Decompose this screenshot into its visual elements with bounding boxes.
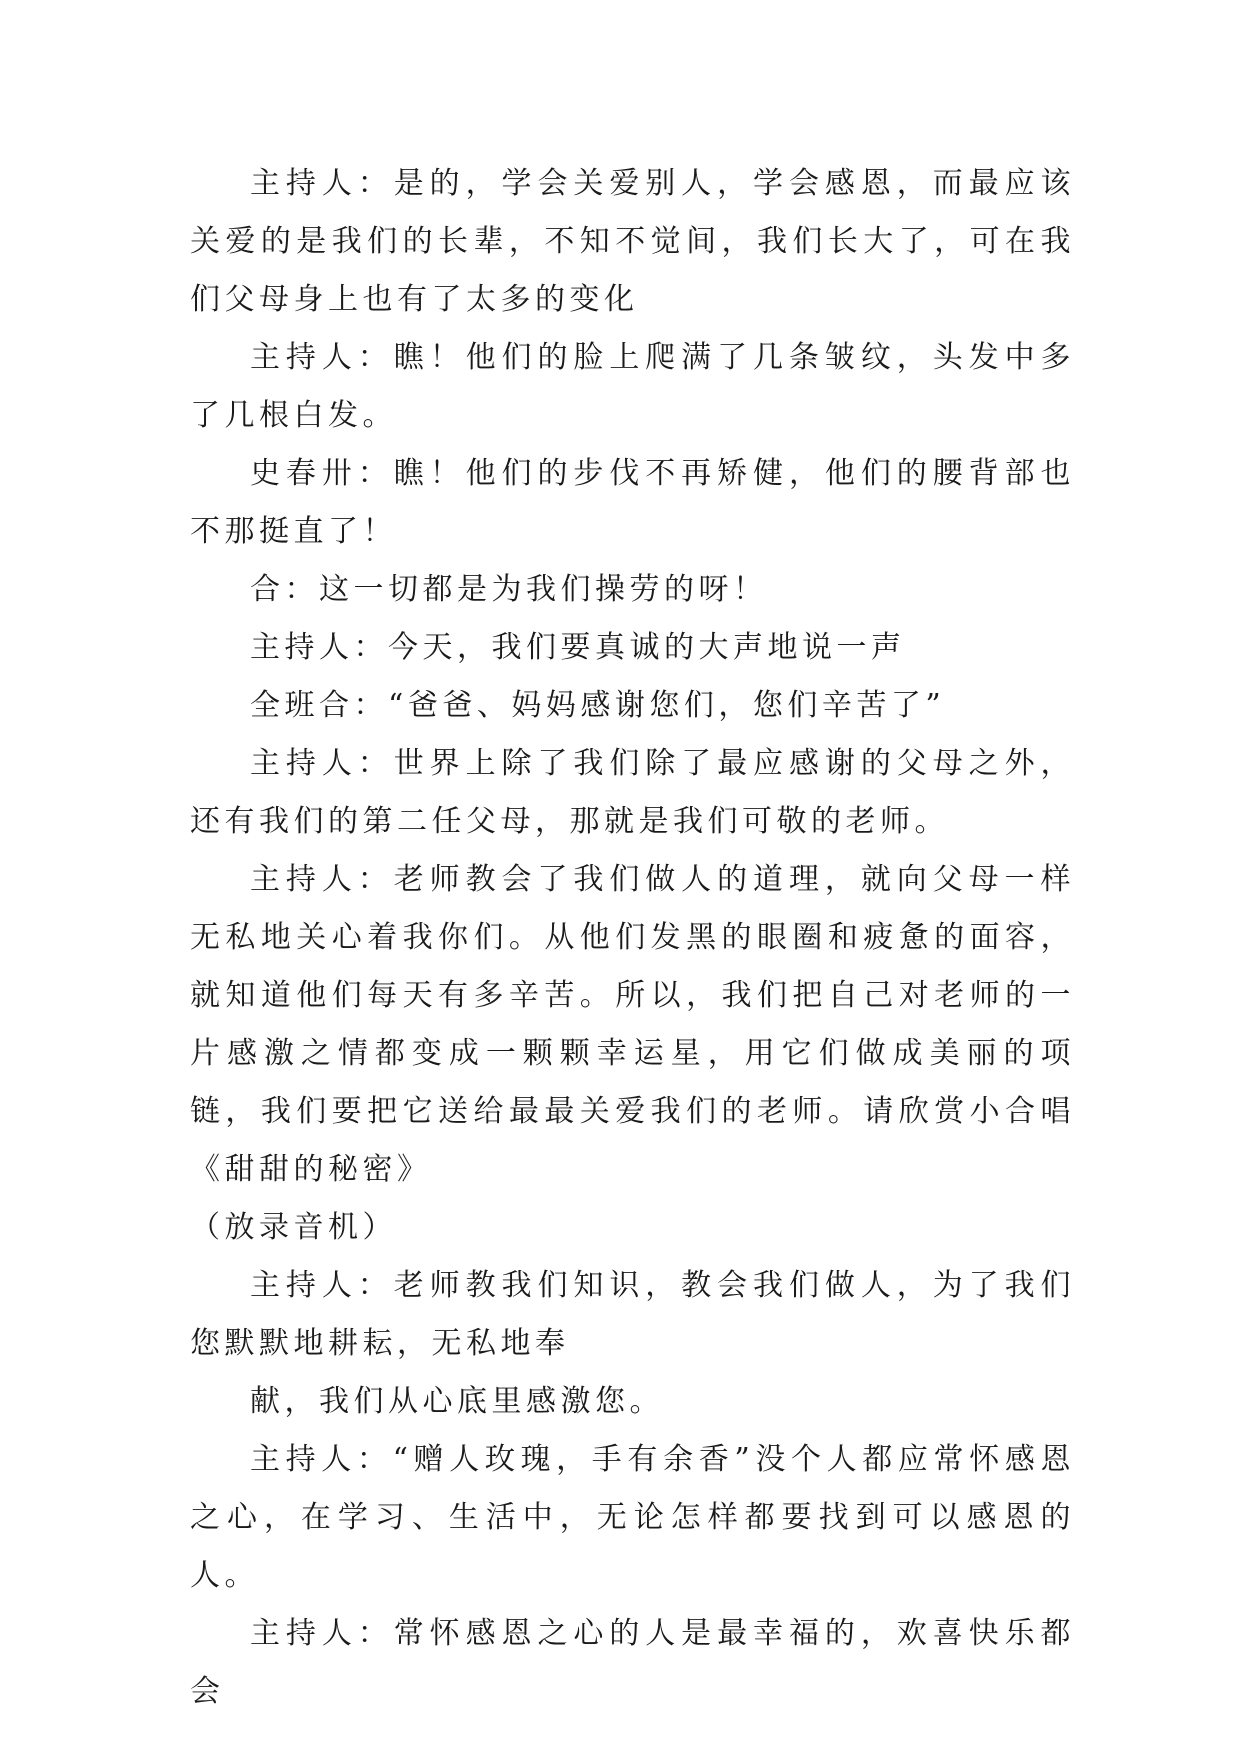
- paragraph: 主持人：是的，学会关爱别人，学会感恩，而最应该关爱的是我们的长辈，不知不觉间，我们长大了，可在我们父母身上也有了太多的变化: [190, 166, 1075, 317]
- paragraph: 主持人：瞧！他们的脸上爬满了几条皱纹，头发中多了几根白发。: [190, 340, 1075, 433]
- paragraph: 主持人：今天，我们要真诚的大声地说一声: [250, 630, 906, 665]
- paragraph: 主持人：常怀感恩之心的人是最幸福的，欢喜快乐都会: [190, 1616, 1075, 1709]
- paragraph: 全班合：“爸爸、妈妈感谢您们，您们辛苦了”: [250, 688, 946, 723]
- paragraph: 主持人：老师教会了我们做人的道理，就向父母一样无私地关心着我你们。从他们发黑的眼圈和疲惫的面容，就知道他们每天有多辛苦。所以，我们把自己对老师的一片感激之情都变成一颗颗幸运星，用它们做成美丽的项链，我们要把它送给最最关爱我们的老师。请欣赏小合唱《甜甜的秘密》: [190, 862, 1075, 1187]
- paragraph: （放录音机）: [190, 1210, 397, 1245]
- paragraph: 主持人：“赠人玫瑰，手有余香”没个人都应常怀感恩之心，在学习、生活中，无论怎样都要找到可以感恩的人。: [190, 1442, 1075, 1593]
- paragraph: 献，我们从心底里感激您。: [250, 1384, 664, 1419]
- paragraph: 主持人：老师教我们知识，教会我们做人，为了我们您默默地耕耘，无私地奉: [190, 1268, 1075, 1361]
- document-body: [190, 155, 1075, 1721]
- paragraph: 合：这一切都是为我们操劳的呀！: [250, 572, 768, 607]
- paragraph: 主持人：世界上除了我们除了最应感谢的父母之外，还有我们的第二任父母，那就是我们可敬的老师。: [190, 746, 1075, 839]
- paragraph: 史春卅：瞧！他们的步伐不再矫健，他们的腰背部也不那挺直了！: [190, 456, 1075, 549]
